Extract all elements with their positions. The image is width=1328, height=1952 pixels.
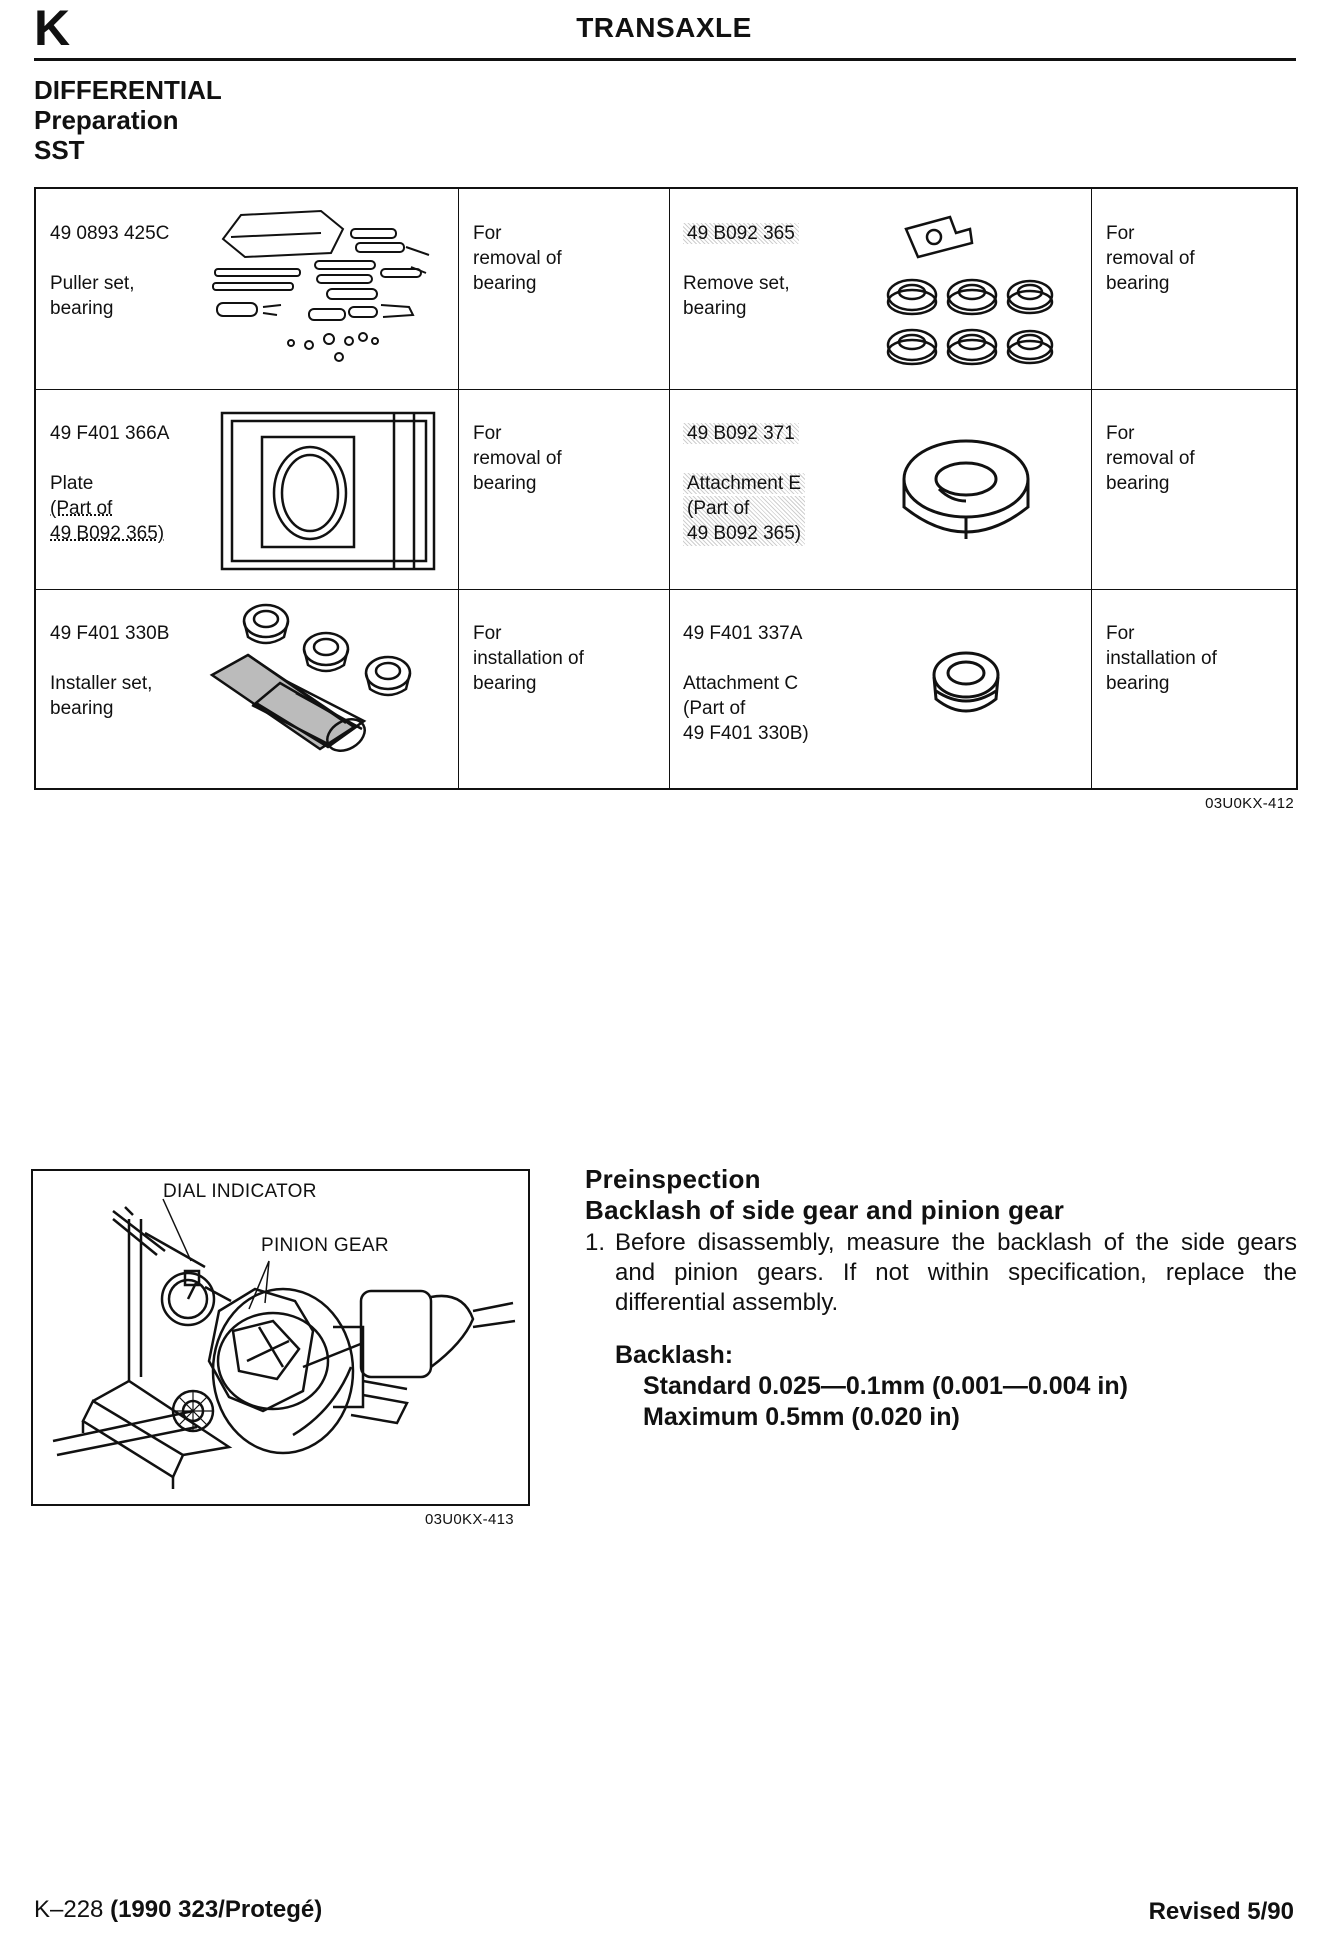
spec-standard: Standard 0.025—0.1mm (0.001—0.004 in) <box>643 1372 1128 1400</box>
step-item <box>585 1228 1297 1318</box>
part-of-text: (Part of 49 B092 365) <box>683 496 805 546</box>
part-number-value: 49 B092 365 <box>683 223 799 244</box>
figure-code: 03U0KX-412 <box>1205 795 1294 812</box>
backlash-figure <box>31 1169 530 1506</box>
table-divider <box>1091 189 1092 788</box>
part-number: 49 F401 337A <box>683 623 803 644</box>
installer-set-icon <box>196 597 451 785</box>
footer-left <box>34 1896 322 1924</box>
spec-maximum: Maximum 0.5mm (0.020 in) <box>643 1403 960 1431</box>
part-number: 49 0893 425C <box>50 223 170 244</box>
preinspection-title: Preinspection <box>585 1164 761 1194</box>
preinspection-subtitle: Backlash of side gear and pinion gear <box>585 1195 1065 1225</box>
puller-set-icon <box>211 207 446 375</box>
section-heading: DIFFERENTIAL <box>34 75 222 105</box>
purpose-text: For installation of bearing <box>1106 623 1217 694</box>
table-divider <box>36 589 1296 590</box>
tool-name: Attachment C <box>683 673 799 694</box>
revision-text: Revised 5/90 <box>1148 1898 1294 1925</box>
table-divider <box>669 189 670 788</box>
part-number <box>683 221 799 246</box>
table-divider <box>458 189 459 788</box>
spec-heading: Backlash: <box>615 1341 734 1369</box>
purpose-text: For removal of bearing <box>473 423 562 494</box>
purpose-text: For removal of bearing <box>473 223 562 294</box>
dial-indicator-label: DIAL INDICATOR <box>163 1181 317 1202</box>
part-number <box>683 421 799 446</box>
page-number: K–228 <box>34 1896 104 1923</box>
tool-name: Puller set, bearing <box>50 273 135 319</box>
preinspection-section <box>585 1164 1297 1433</box>
subsubsection-heading: SST <box>34 135 85 165</box>
tool-name: Plate <box>50 473 94 494</box>
model-text: (1990 323/Protegé) <box>110 1896 323 1923</box>
tool-name: Remove set, bearing <box>683 273 790 319</box>
page-title: TRANSAXLE <box>576 12 752 43</box>
part-number: 49 F401 330B <box>50 623 170 644</box>
sst-table <box>34 187 1298 790</box>
part-of-text: (Part of 49 B092 365) <box>50 498 165 544</box>
tool-name-value: Attachment E <box>683 473 805 494</box>
pinion-gear-label: PINION GEAR <box>261 1235 389 1256</box>
header-rule <box>34 58 1296 61</box>
attachment-c-icon <box>926 647 1006 737</box>
purpose-text: For removal of bearing <box>1106 223 1195 294</box>
step-number: 1. <box>585 1229 606 1256</box>
subsection-heading: Preparation <box>34 105 179 135</box>
section-letter: K <box>34 0 71 56</box>
purpose-text: For installation of bearing <box>473 623 584 694</box>
tool-name <box>683 471 805 496</box>
remove-set-icon <box>876 199 1086 369</box>
plate-icon <box>218 407 443 577</box>
purpose-text: For removal of bearing <box>1106 423 1195 494</box>
step-text: Before disassembly, measure the backlash of the side gears and pinion gears. If not within specification, replace the differential assembly. <box>615 1229 1297 1316</box>
part-of-text: (Part of 49 F401 330B) <box>683 698 809 744</box>
table-divider <box>36 389 1296 390</box>
figure-code: 03U0KX-413 <box>425 1511 514 1528</box>
attachment-e-icon <box>891 427 1041 567</box>
part-number-value: 49 B092 371 <box>683 423 799 444</box>
backlash-measurement-illustration <box>33 1171 528 1504</box>
part-number: 49 F401 366A <box>50 423 170 444</box>
tool-name: Installer set, bearing <box>50 673 153 719</box>
